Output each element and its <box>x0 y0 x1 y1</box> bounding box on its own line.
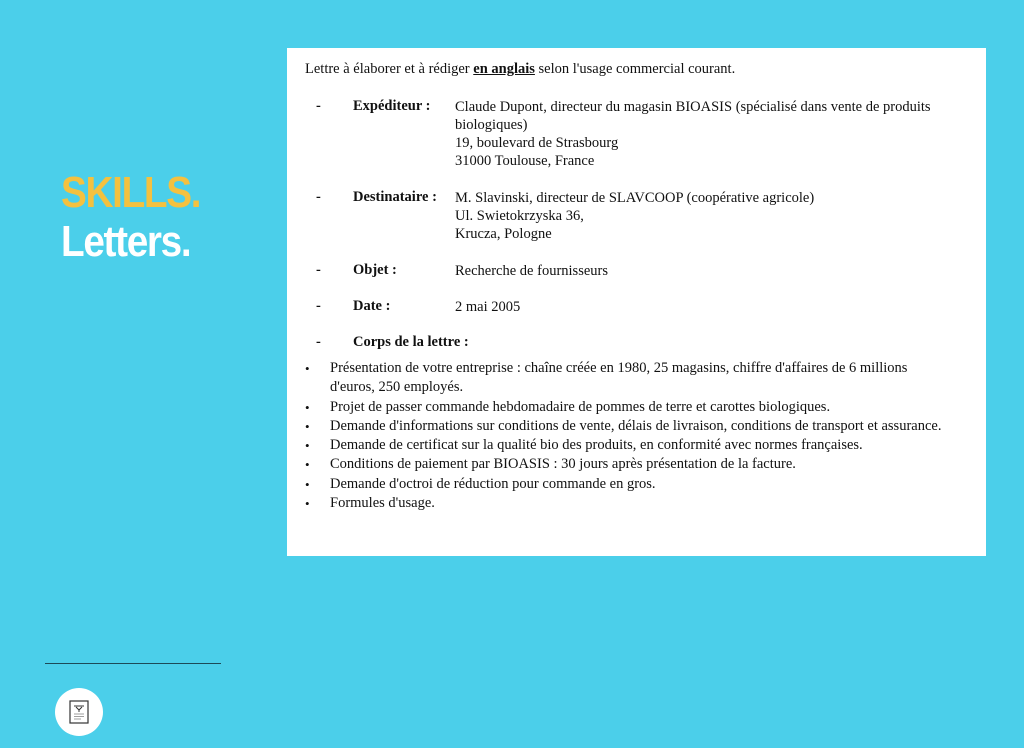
bullet-icon: • <box>305 457 310 473</box>
field-dash: - <box>316 262 321 278</box>
document-image <box>287 48 986 556</box>
document-icon <box>69 700 89 724</box>
document-intro <box>305 61 735 78</box>
title-letters: Letters. <box>61 217 191 266</box>
bullet-icon: • <box>305 496 310 512</box>
bullet-icon: • <box>305 476 310 492</box>
field-line: M. Slavinski, directeur de SLAVCOOP (coopérative agricole) <box>455 190 815 206</box>
intro-emphasis: en anglais <box>473 61 535 77</box>
field-dash: - <box>316 98 321 114</box>
field-label: Corps de la lettre : <box>353 334 469 350</box>
intro-text-after: selon l'usage commercial courant. <box>538 61 736 77</box>
field-line: Claude Dupont, directeur du magasin BIOASIS (spécialisé dans vente de produits biologiques) <box>455 99 931 133</box>
field-label: Expéditeur : <box>353 98 431 114</box>
bullet-icon: • <box>305 438 310 454</box>
list-item: • Projet de passer commande hebdomadaire de pommes de terre et carottes biologiques. <box>303 398 943 417</box>
field-dash: - <box>316 189 321 205</box>
list-item: • Demande d'informations sur conditions de vente, délais de livraison, conditions de transport et assurance. <box>303 417 943 436</box>
field-dash: - <box>316 334 321 350</box>
field-value <box>455 98 955 170</box>
field-label: Date : <box>353 298 391 314</box>
body-bullet-list <box>303 359 943 513</box>
list-item: • Demande de certificat sur la qualité bio des produits, en conformité avec normes françaises. <box>303 436 943 455</box>
field-value <box>455 189 955 243</box>
logo <box>55 688 103 736</box>
field-line: Krucza, Pologne <box>455 226 552 242</box>
list-item: • Présentation de votre entreprise : chaîne créée en 1980, 25 magasins, chiffre d'affaires de 6 millions d'euros, 250 employés. <box>305 360 908 396</box>
field-line: 31000 Toulouse, France <box>455 153 595 169</box>
field-value <box>455 262 955 280</box>
list-item: • Conditions de paiement par BIOASIS : 30 jours après présentation de la facture. <box>303 455 943 474</box>
intro-text-before: Lettre à élaborer et à rédiger <box>305 61 470 77</box>
field-label: Objet : <box>353 262 397 278</box>
title-skills: SKILLS. <box>61 168 201 217</box>
field-line: Ul. Swietokrzyska 36, <box>455 208 584 224</box>
bullet-icon: • <box>305 361 310 376</box>
bullet-icon: • <box>305 418 310 434</box>
field-label: Destinataire : <box>353 189 437 205</box>
field-value <box>455 298 955 316</box>
field-line: Recherche de fournisseurs <box>455 263 608 279</box>
field-line: 19, boulevard de Strasbourg <box>455 135 619 151</box>
divider <box>45 663 221 664</box>
field-dash: - <box>316 298 321 314</box>
page-title <box>61 168 200 266</box>
list-item: • Demande d'octroi de réduction pour commande en gros. <box>303 475 943 494</box>
field-line: 2 mai 2005 <box>455 299 521 315</box>
bullet-icon: • <box>305 399 310 415</box>
list-item: • Formules d'usage. <box>303 494 943 513</box>
